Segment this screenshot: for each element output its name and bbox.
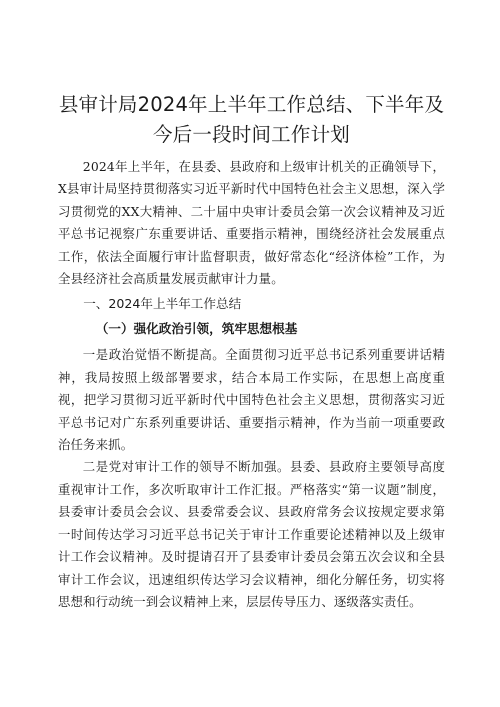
title-line-1: 县审计局2024年上半年工作总结、下半年及 (58, 93, 445, 116)
paragraph-2: 二是党对审计工作的领导不断加强。县委、县政府主要领导高度重视审计工作，多次听取审计工作汇报。严格落实“第一议题”制度，县委审计委员会会议、县委常委会议、县政府常务会议按规定要求第一时间传达学习习近平总书记关于审计工作重要论述精神以及上级审计工作会议精神。及时提请召开了县委审计委员会第五次会议和全县审计工作会议，迅速组织传达学习会议精神，细化分解任务，切实将思想和行动统一到会议精神上来，层层传导压力、逐级落实责任。 (58, 459, 445, 609)
document-title (58, 90, 445, 150)
intro-paragraph: 2024年上半年，在县委、县政府和上级审计机关的正确领导下，X县审计局坚持贯彻落实习近平新时代中国特色社会主义思想，深入学习贯彻党的XX大精神、二十届中央审计委员会第一次会议精神及习近平总书记视察广东重要讲话、重要指示精神，围绕经济社会发展重点工作，依法全面履行审计监督职责，做好常态化“经济体检”工作，为全县经济社会高质量发展贡献审计力量。 (58, 159, 445, 287)
section-heading: 一、2024年上半年工作总结 (83, 296, 242, 312)
paragraph-1: 一是政治觉悟不断提高。全面贯彻习近平总书记系列重要讲话精神，我局按照上级部署要求，结合本局工作实际，在思想上高度重视，把学习贯彻习近平新时代中国特色社会主义思想，贯彻落实习近平总书记对广东系列重要讲话、重要指示精神，作为当前一项重要政治任务来抓。 (58, 347, 445, 453)
subsection-heading: （一）强化政治引领，筑牢思想根基 (95, 321, 298, 337)
title-line-2: 今后一段时间工作计划 (152, 123, 350, 146)
